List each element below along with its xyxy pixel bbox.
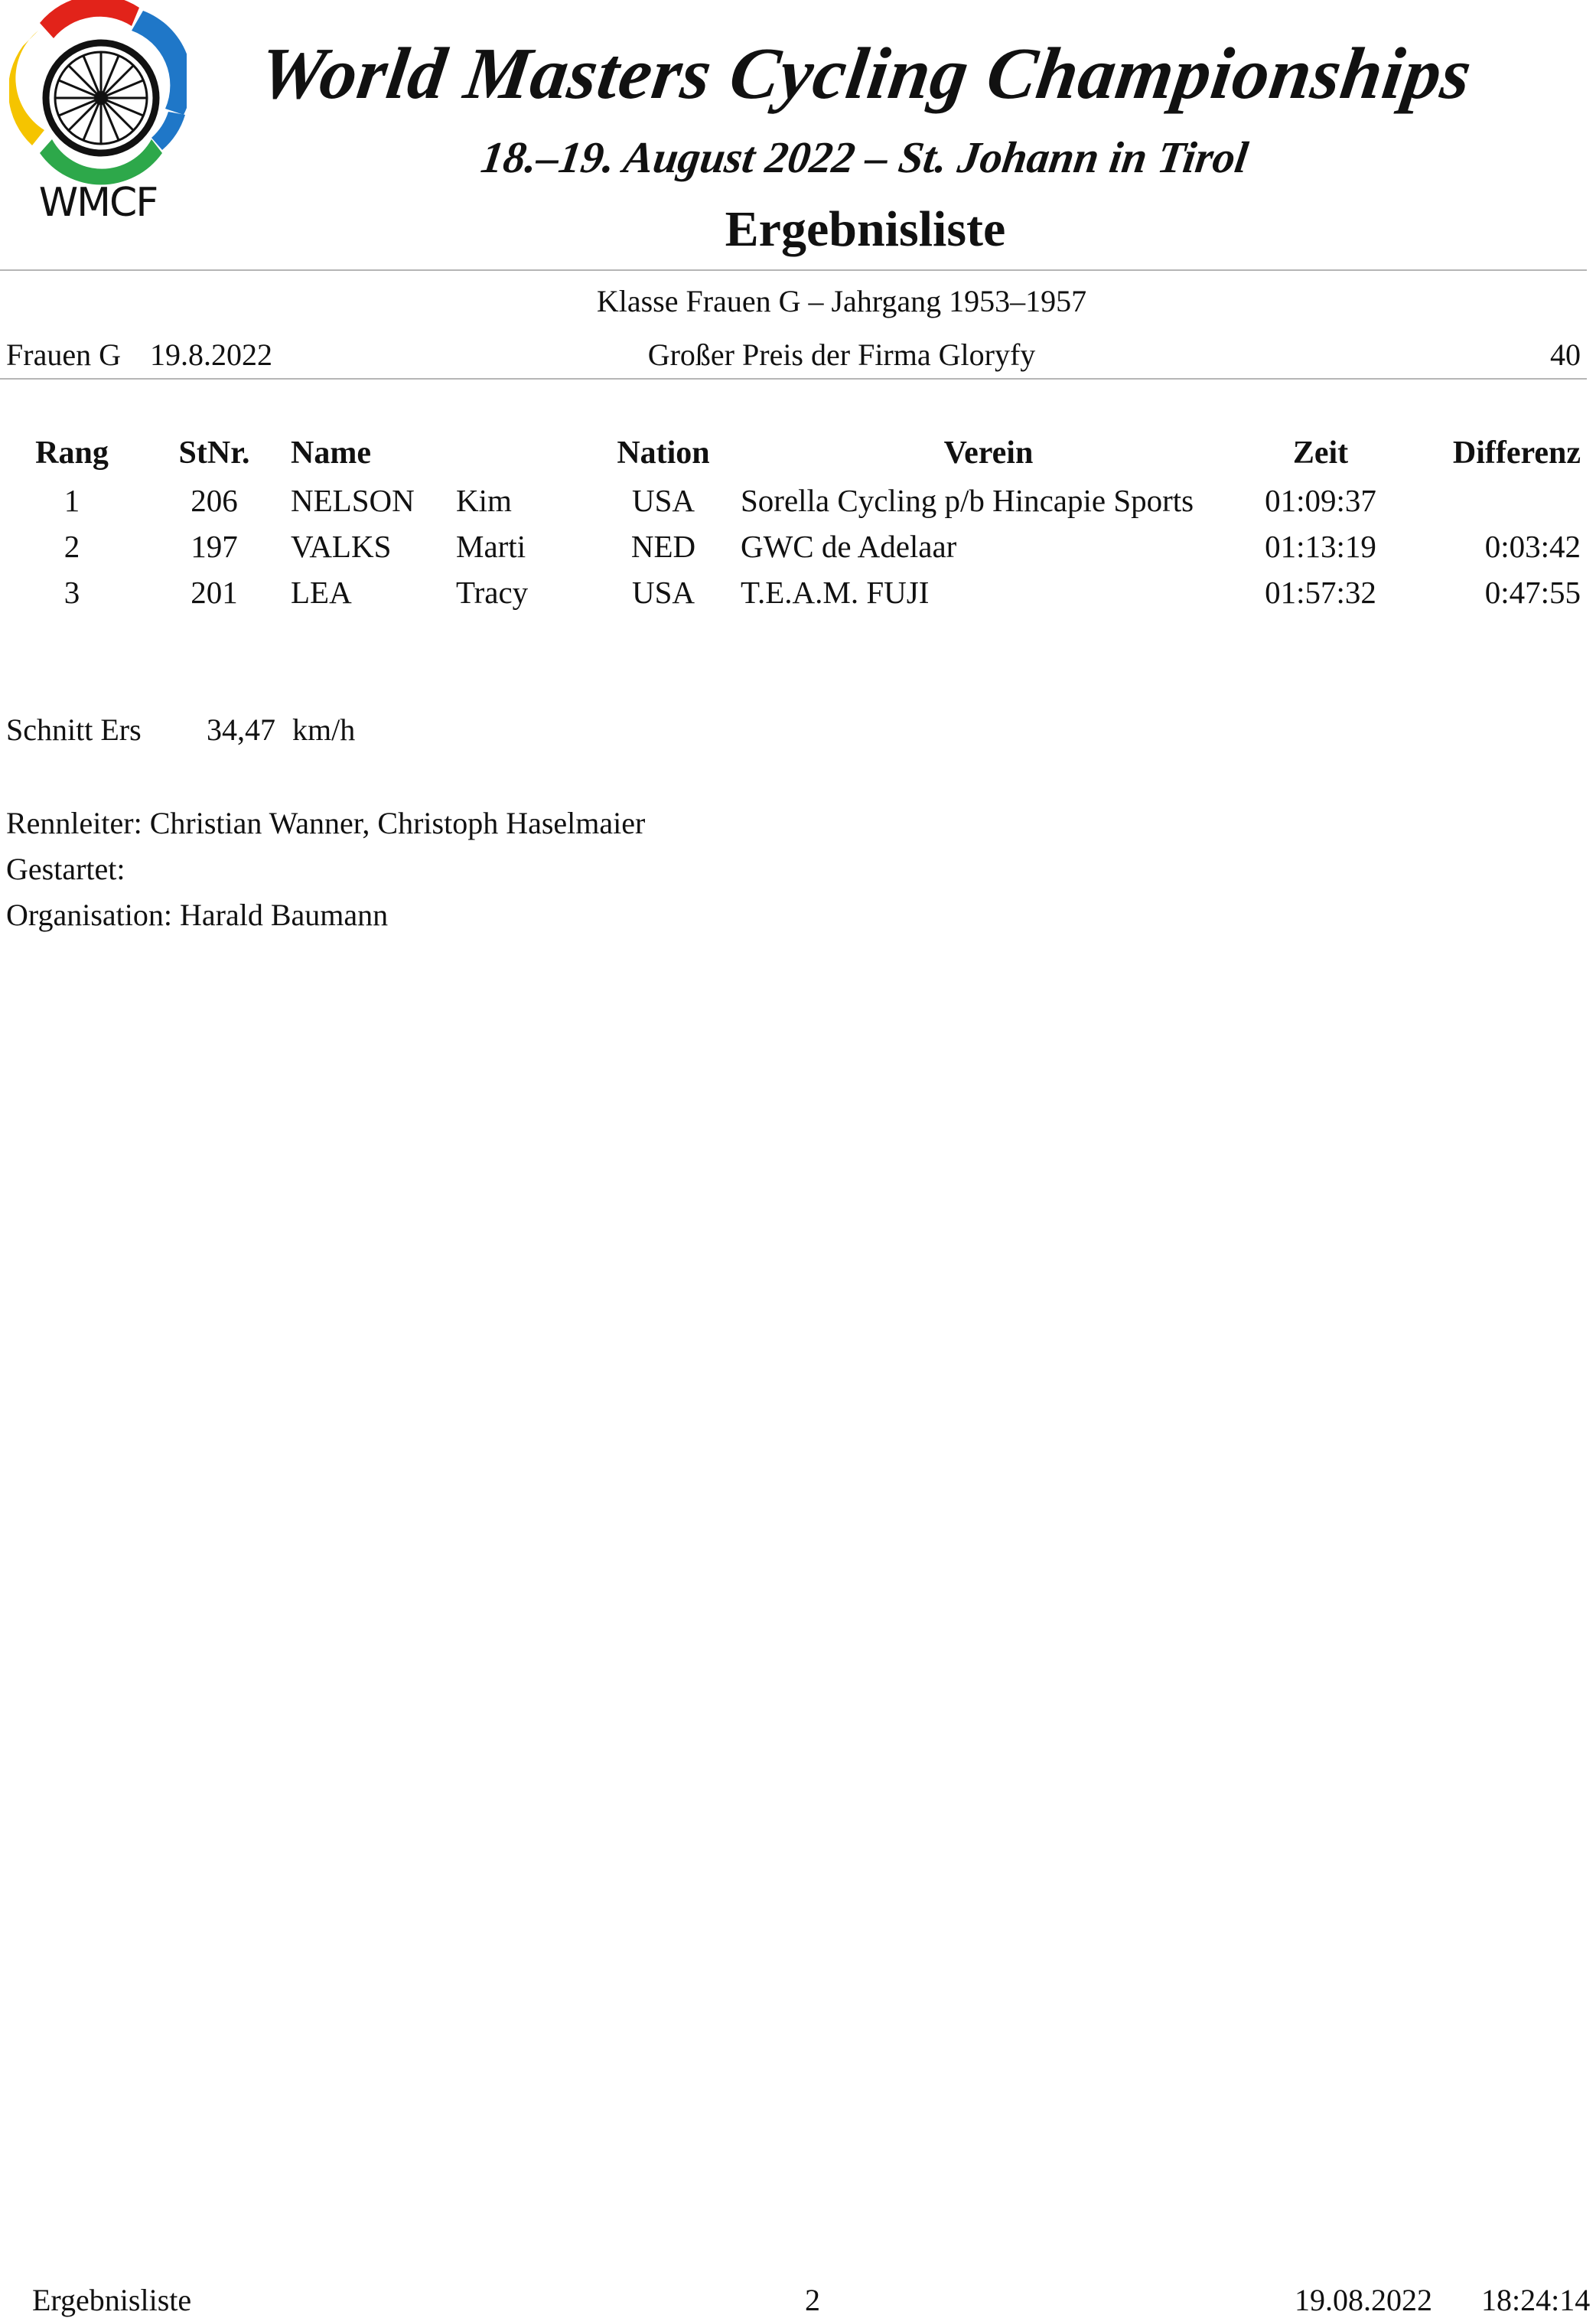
header-differenz: Differenz	[1452, 435, 1581, 471]
header-zeit: Zeit	[1292, 435, 1349, 471]
race-directors: Rennleiter: Christian Wanner, Christoph Haselmaier	[6, 806, 646, 840]
wmcf-logo	[9, 0, 187, 222]
average-speed-value: 34,47	[207, 712, 275, 747]
footer-date: 19.08.2022	[1295, 2283, 1432, 2317]
header-rang: Rang	[35, 435, 109, 471]
race-distance: 40	[1550, 337, 1581, 372]
organisation: Organisation: Harald Baumann	[6, 898, 389, 932]
event-dateline: 18.–19. August 2022 – St. Johann in Tirol	[477, 132, 1252, 182]
cell-verein: Sorella Cycling p/b Hincapie Sports	[741, 483, 1194, 518]
cell-zeit: 01:13:19	[1265, 529, 1376, 564]
footer-doc-name: Ergebnisliste	[32, 2283, 192, 2317]
footer-time: 18:24:14	[1481, 2283, 1591, 2317]
race-info-divider	[0, 378, 1587, 380]
cell-stnr: 197	[191, 529, 238, 564]
event-title: World Masters Cycling Championships	[254, 32, 1477, 114]
cell-verein: T.E.A.M. FUJI	[741, 575, 930, 610]
logo-text: WMCF	[38, 180, 158, 222]
header-name: Name	[291, 435, 371, 471]
cell-rang: 2	[64, 529, 80, 564]
cell-lastname: VALKS	[291, 529, 392, 564]
cell-firstname: Tracy	[456, 575, 529, 610]
footer-page-number: 2	[805, 2283, 820, 2317]
cell-stnr: 201	[191, 575, 238, 610]
cell-nation: NED	[630, 529, 696, 564]
cell-firstname: Marti	[456, 529, 526, 564]
average-speed-label: Schnitt Ers	[6, 712, 142, 747]
cell-stnr: 206	[191, 483, 238, 518]
header-divider	[0, 269, 1587, 271]
header-nation: Nation	[617, 435, 710, 471]
cell-firstname: Kim	[456, 483, 512, 518]
cell-differenz: 0:47:55	[1484, 575, 1581, 610]
average-speed-unit: km/h	[292, 712, 356, 747]
cell-zeit: 01:57:32	[1265, 575, 1376, 610]
race-date: 19.8.2022	[150, 337, 272, 372]
cell-lastname: LEA	[291, 575, 352, 610]
header-verein: Verein	[943, 435, 1034, 471]
page-title: Ergebnisliste	[725, 201, 1006, 257]
cell-lastname: NELSON	[291, 483, 415, 518]
cell-rang: 1	[64, 483, 80, 518]
cell-zeit: 01:09:37	[1265, 483, 1376, 518]
cell-verein: GWC de Adelaar	[741, 529, 957, 564]
cell-nation: USA	[631, 575, 695, 610]
class-description: Klasse Frauen G – Jahrgang 1953–1957	[596, 284, 1087, 318]
cell-nation: USA	[631, 483, 695, 518]
header-stnr: StNr.	[178, 435, 250, 471]
cell-differenz: 0:03:42	[1484, 529, 1581, 564]
started-label: Gestartet:	[6, 852, 125, 886]
race-name: Großer Preis der Firma Gloryfy	[647, 337, 1036, 372]
class-name: Frauen G	[6, 337, 121, 372]
cell-rang: 3	[64, 575, 80, 610]
